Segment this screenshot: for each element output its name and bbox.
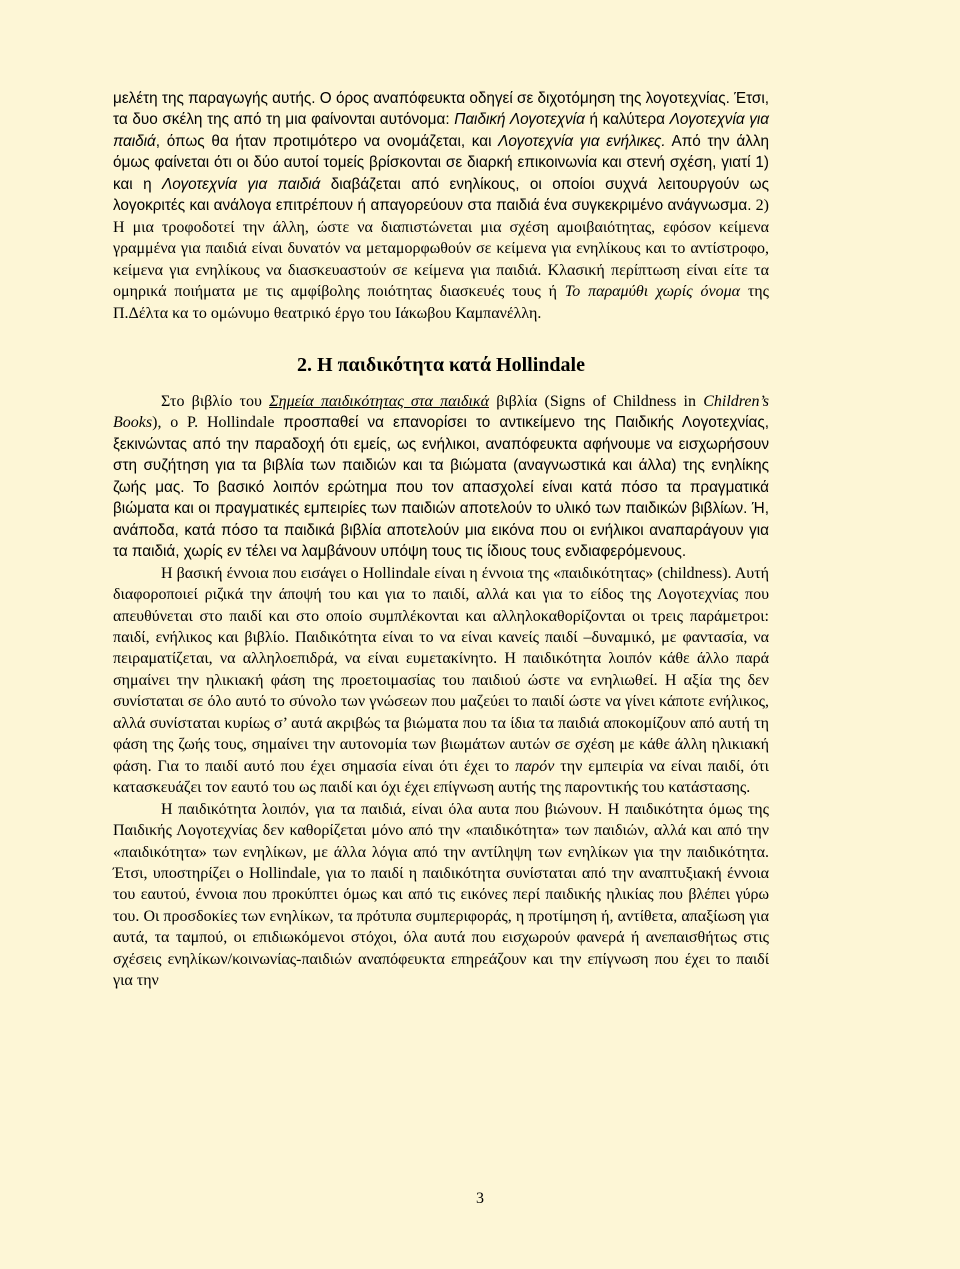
paragraph-intro — [113, 88, 769, 324]
text-run: διαβάζεται από ενηλίκους, οι οποίοι συχνά λειτουργούν ως λογοκριτές και ανάλογα επιτρέπουν ή απαγορεύουν στα παιδιά ένα συγκεκριμένο ανάγνωσμα. — [113, 175, 769, 215]
italic-title: Το παραμύθι χωρίς όνομα — [564, 283, 741, 301]
text-run: Η παιδικότητα λοιπόν, για τα παιδιά, είναι όλα αυτα που βιώνουν. Η παιδικότητα όμως της Παιδικής Λογοτεχνίας δεν καθορίζεται μόνο από την «παιδικότητα» των παιδιών, αλλά και από την «παιδικότητα» των ενηλίκων, με άλλα λόγια από την αντίληψη των ενηλίκων για την παιδικότητα. Έτσι, υποστηρίζει ο Hollindale, για το παιδί η παιδικότητα συνίσταται από την αναπτυξιακή έννοια του εαυτού, έννοια που προκύπτει όμως και από τις εικόνες περί παιδικής ηλικίας που βλέπει γύρω του. Οι προσδοκίες των ενηλίκων, τα πρότυπα συμπεριφοράς, η προτίμηση ή, αντίθετα, απαξίωση για αυτά, τα ταμπού, οι επιδιωκόμενοι στόχοι, όλα αυτά που εισχωρούν φανερά ή ανεπαισθήτως στις σχέσεις ενηλίκων/κοινωνίας-παιδιών αναπόφευκτα επηρεάζουν και την επίγνωση που έχει το παιδί για την — [113, 800, 769, 990]
italic-term: Παιδική Λογοτεχνία — [454, 111, 585, 129]
text-run: Από την άλλη όμως φαίνεται ότι οι δύο αυτοί τομείς βρίσκονται σε διαρκή επικοινωνία και στενή σχέση, γιατί 1) και η — [113, 132, 769, 193]
paragraph-childness — [113, 563, 769, 799]
text-run — [113, 90, 769, 214]
text-run: , όπως θα ήταν προτιμότερο να ονομάζεται, και — [155, 132, 499, 150]
text-run: Η βασική έννοια που εισάγει ο Hollindale είναι η έννοια της «παιδικότητας» (childness). Αυτή διαφοροποιεί ριζικά την άποψή του και για το παιδί, αλλά και για το είδος της Λογοτεχνίας που απευθύνεται στο παιδί και στο οποίο συμπλέκονται και αλληλοκαθορίζονται οι τρεις παράμετροι: παιδί, ενήλικος και βιβλίο. Παιδικότητα είναι το να είναι κανείς παιδί –δυναμικό, με φαντασία, να πειραματίζεται, να αλληλοεπιδρά, να είναι ευμετακίνητο. Η παιδικότητα λοιπόν κάθε άλλο παρά σημαίνει την ηλικιακή φάση της προετοιμασίας του παιδιού ώστε να ενηλιωθεί. Η αξία της δεν συνίσταται σε όλο αυτό το σύνολο των γνώσεων που μαζεύει το παιδί ώστε να γίνει κάποτε ενήλικος, αλλά συνίσταται κυρίως σ’ αυτά ακριβώς τα βιώματα που τα ίδια τα παιδιά αποκομίζουν από αυτή τη φάση της ζωής τους, σημαίνει την αυτονομία των βιωμάτων αυτών σε σχέση με κάθε άλλη ηλικιακή φάση. Για το παιδί αυτό που έχει σημασία είναι ότι έχει το — [113, 564, 769, 775]
text-run: της Π.Δέλτα κα το ομώνυμο θεατρικό έργο του Ιάκωβου Καμπανέλλη. — [113, 283, 770, 322]
italic-term: παρόν — [515, 757, 555, 775]
text-run: βιβλία (Signs of Childness in — [489, 392, 704, 410]
italic-term: Λογοτεχνία για παιδιά — [162, 175, 321, 193]
page-number: 3 — [476, 1190, 484, 1207]
italic-term: Λογοτεχνία για παιδιά — [113, 111, 769, 150]
text-run: μελέτη της παραγωγής αυτής. Ο όρος αναπόφευκτα οδηγεί σε διχοτόμηση της λογοτεχνίας. Έτσι, τα δυο σκέλη της από τη μια φαίνονται αυτόνομα: — [113, 90, 770, 129]
book-title-greek: Σημεία παιδικότητας στα παιδικά — [269, 392, 489, 410]
text-run: ή καλύτερα — [584, 111, 670, 129]
section-heading: 2. Η παιδικότητα κατά Hollindale — [297, 353, 585, 376]
document-body — [113, 88, 769, 992]
italic-term: Λογοτεχνία για ενήλικες. — [498, 132, 666, 150]
paragraph-adults — [113, 799, 769, 992]
text-run: προσπαθεί να επανορίσει το αντικείμενο της Παιδικής Λογοτεχνίας, ξεκινώντας από την παραδοχή ότι εμείς, ως ενήλικοι, αναπόφευκτα αφήνουμε να εισχωρήσουν στη συζήτηση για τα βιβλία των παιδιών και τα βιώματα (αναγνωστικά και άλλα) της ενηλίκης ζωής μας. Το βασικό λοιπόν ερώτημα που τον απασχολεί είναι κατά πόσο τα πραγματικά βιώματα και οι πραγματικές εμπειρίες των παιδιών αποτελούν το υλικό των παιδικών βιβλίων. Ή, ανάποδα, κατά πόσο τα παιδικά βιβλία αποτελούν μια εικόνα που οι ενήλικοι αναπαράγουν για τα παιδιά, χωρίς εν τέλει να λαμβάνουν υπόψη τους τις ίδιους τους ενδιαφερόμενους. — [113, 414, 769, 561]
text-run: 2) Η μια τροφοδοτεί την άλλη, ώστε να διαπιστώνεται μια σχέση αμοιβαιότητας, εφόσον κείμενα γραμμένα για παιδιά είναι δυνατόν να μεταμορφωθούν σε κείμενα για ενηλίκους και το αντίστροφο, κείμενα για ενηλίκους να διασκευαστούν σε κείμενα για παιδιά. Κλασική περίπτωση είναι είτε τα ομηρικά ποιήματα με τις αμφίβολης ποιότητας διασκευές τους ή — [113, 197, 769, 301]
paragraph-hollindale-book — [113, 391, 769, 563]
book-title-english: Children’s Books — [113, 392, 769, 432]
text-run: ), ο P. Hollindale — [152, 414, 284, 432]
text-run: Στο βιβλίο του — [161, 392, 270, 410]
text-run: την εμπειρία να είναι παιδί, ότι κατασκευάζει τον εαυτό του ως παιδί και όχι έχει επίγνωση αυτής της παροντικής του κατάστασης. — [113, 757, 769, 797]
